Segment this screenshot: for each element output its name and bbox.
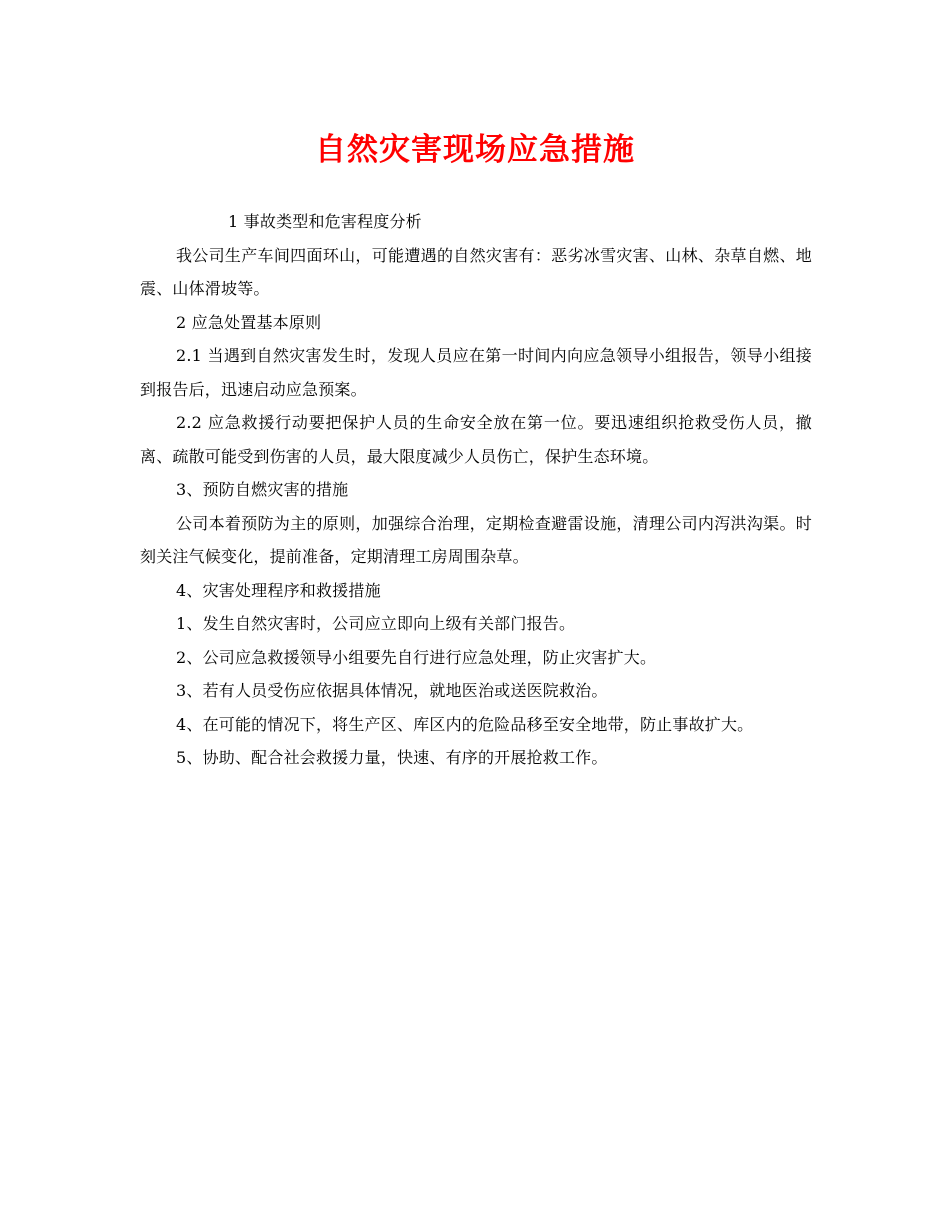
document-body (140, 205, 812, 775)
list-item: 5、协助、配合社会救援力量，快速、有序的开展抢救工作。 (176, 748, 608, 767)
section-heading-3: 3、预防自燃灾害的措施 (176, 480, 349, 499)
list-item: 1、发生自然灾害时，公司应立即向上级有关部门报告。 (176, 614, 576, 633)
paragraph: 2.2 应急救援行动要把保护人员的生命安全放在第一位。要迅速组织抢救受伤人员，撤离、疏散可能受到伤害的人员，最大限度减少人员伤亡，保护生态环境。 (140, 413, 812, 466)
list-item: 2、公司应急救援领导小组要先自行进行应急处理，防止灾害扩大。 (176, 647, 657, 667)
section-heading-1: 1 事故类型和危害程度分析 (228, 212, 422, 231)
paragraph: 公司本着预防为主的原则，加强综合治理，定期检查避雷设施，清理公司内泻洪沟渠。时刻关注气候变化，提前准备，定期清理工房周围杂草。 (140, 513, 812, 566)
section-heading-2: 2 应急处置基本原则 (176, 312, 322, 332)
list-item: 3、若有人员受伤应依据具体情况，就地医治或送医院救治。 (176, 681, 608, 700)
paragraph: 2.1 当遇到自然灾害发生时，发现人员应在第一时间内向应急领导小组报告，领导小组接到报告后，迅速启动应急预案。 (140, 346, 812, 399)
section-heading-4: 4、灾害处理程序和救援措施 (176, 580, 381, 600)
paragraph: 我公司生产车间四面环山，可能遭遇的自然灾害有：恶劣冰雪灾害、山林、杂草自燃、地震、山体滑坡等。 (140, 245, 812, 298)
document-title: 自然灾害现场应急措施 (315, 132, 635, 168)
list-item: 4、在可能的情况下，将生产区、库区内的危险品移至安全地带，防止事故扩大。 (176, 714, 754, 734)
